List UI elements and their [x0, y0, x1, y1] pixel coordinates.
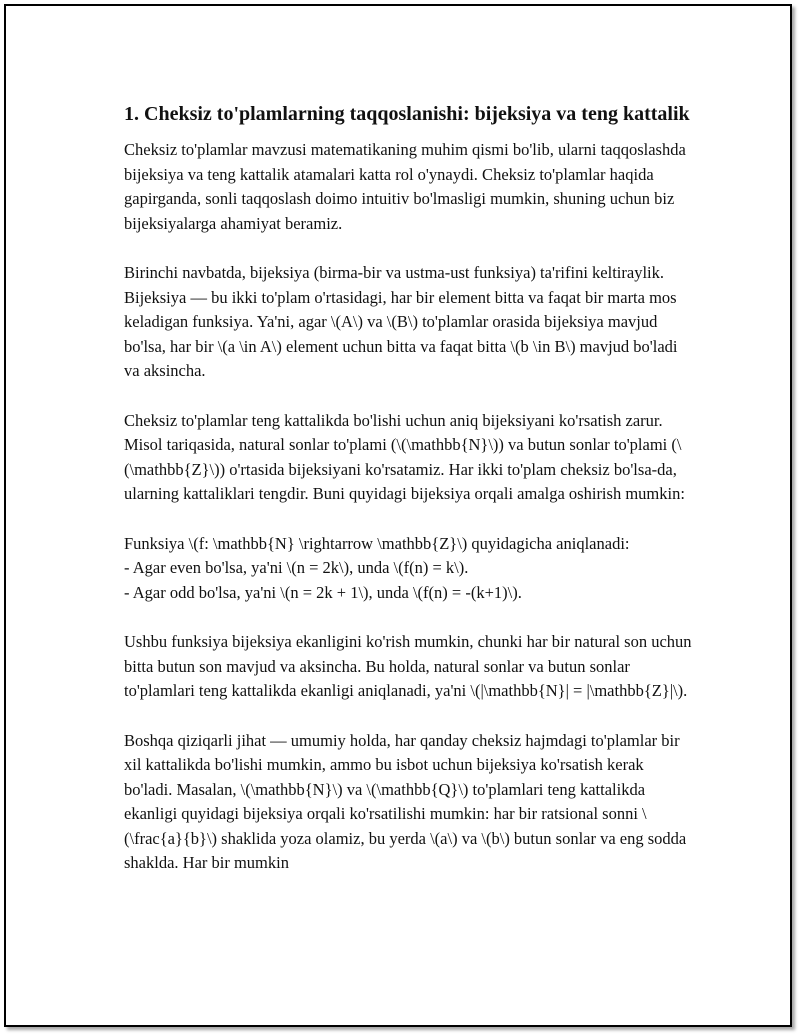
function-line: Funksiya \(f: \mathbb{N} \rightarrow \mathbb{Z}\) quyidagicha aniqlanadi: [124, 533, 630, 553]
paragraph-naturals-integers [124, 409, 694, 507]
paragraph-line: Ushbu funksiya bijeksiya ekanligini ko'rish mumkin, chunki har bir natural son uchun bitta butun son mavjud va aksincha. Bu holda, natural sonlar va butun sonlar to'plamlari teng kattalikda ekanligi aniqlanadi, ya'ni \(|\mathbb{N}| = |\mathbb{Z}|\). [124, 632, 692, 700]
paragraph-function-definition [124, 532, 694, 606]
paragraph-line: Cheksiz to'plamlar mavzusi matematikaning muhim qismi bo'lib, ularni taqqoslashda bijeksiya va teng kattalik atamalari katta rol o'ynaydi. Cheksiz to'plamlar haqida gapirganda, sonli taqqoslash doimo intuitiv bo'lmasligi mumkin, shuning uchun biz bijeksiyalarga ahamiyat beramiz. [124, 140, 686, 233]
paragraph-line: Birinchi navbatda, bijeksiya (birma-bir va ustma-ust funksiya) ta'rifini keltiraylik. Bijeksiya — bu ikki to'plam o'rtasidagi, har bir element bitta va faqat bir marta mos keladigan funksiya. Ya'ni, agar \(A\) va \(B\) to'plamlar orasida bijeksiya mavjud bo'lsa, har bir \(a \in A\) element uchun bitta va faqat bitta \(b \in B\) mavjud bo'ladi va aksincha. [124, 263, 678, 380]
document-page [4, 4, 792, 1027]
paragraph-line: Cheksiz to'plamlar teng kattalikda bo'lishi uchun aniq bijeksiyani ko'rsatish zarur. Misol tariqasida, natural sonlar to'plami (\(\mathbb{N}\)) va butun sonlar to'plami (\(\mathbb{Z}\)) o'rtasida bijeksiyani ko'rsatamiz. Har ikki to'plam cheksiz bo'lsa-da, ularning kattaliklari tengdir. Buni quyidagi bijeksiya orqali amalga oshirish mumkin: [124, 410, 685, 503]
section-heading: 1. Cheksiz to'plamlarning taqqoslanishi: bijeksiya va teng kattalik [124, 103, 690, 125]
paragraph-rationals [124, 729, 694, 876]
function-case-odd: - Agar odd bo'lsa, ya'ni \(n = 2k + 1\), unda \(f(n) = -(k+1)\). [124, 582, 522, 602]
paragraph-intro [124, 138, 694, 236]
paragraph-line: Boshqa qiziqarli jihat — umumiy holda, har qanday cheksiz hajmdagi to'plamlar bir xil kattalikda bo'lishi mumkin, ammo bu isbot uchun bijeksiya ko'rsatish kerak bo'ladi. Masalan, \(\mathbb{N}\) va \(\mathbb{Q}\) to'plamlari teng kattalikda ekanligi quyidagi bijeksiya orqali ko'rsatilishi mumkin: har bir ratsional sonni \(\frac{a}{b}\) shaklida yoza olamiz, bu yerda \(a\) va \(b\) butun sonlar va eng sodda shaklda. Har bir mumkin [124, 730, 687, 872]
paragraph-conclusion [124, 630, 694, 704]
paragraph-bijection-definition [124, 261, 694, 384]
document-body [124, 100, 694, 901]
function-case-even: - Agar even bo'lsa, ya'ni \(n = 2k\), unda \(f(n) = k\). [124, 558, 469, 577]
